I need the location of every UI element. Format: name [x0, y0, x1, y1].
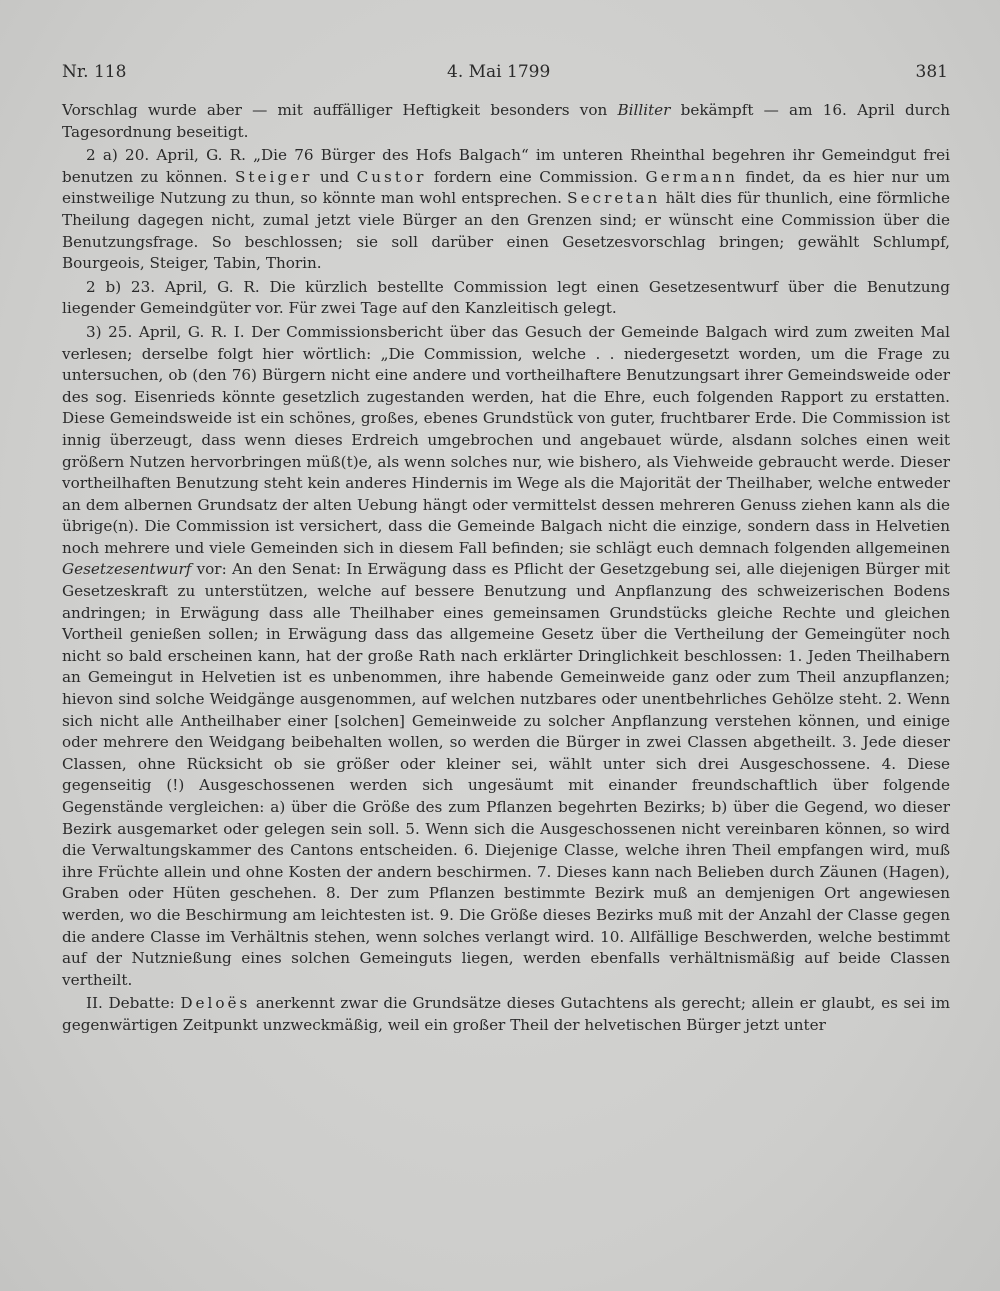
text-run: vor: An den Senat: In Erwägung dass es Pflicht der Gesetzgebung sei, alle diejenigen Bürger mit Gesetzeskraft zu unterstützen, welche auf bessere Benutzung und Anpflanzung des schweizerischen Bodens andringen; in Erwägung dass alle Theilhaber eines gemeinsamen Grundstücks gleiche Rechte und gleichen Vortheil genießen sollen; in Erwägung dass das allgemeine Gesetz über die Vertheilung der Gemeingüter noch nicht so bald erscheinen kann, hat der große Rath nach erklärter Dringlichkeit beschlossen: 1. Jeden Theilhabern an Gemeingut in Helvetien ist es unbenommen, ihre habende Gemeinweide ganz oder zum Theil anzupflanzen; hievon sind solche Weidgänge ausgenommen, auf welchen nutzbares oder unentbehrliches Gehölze steht. 2. Wenn sich nicht alle Antheilhaber einer [solchen] Gemeinweide zu solcher Anpflanzung verstehen können, und einige oder mehrere den Weidgang beibehalten wollen, so werden die Bürger in zwei Classen abgetheilt. 3. Jede dieser Classen, ohne Rücksicht ob sie größer oder kleiner sei, wählt unter sich drei Ausgeschossene. 4. Diese gegenseitig (!) Ausgeschossenen werden sich ungesäumt mit einander freundschaftlich über folgende Gegenstände vergleichen: a) über die Größe des zum Pflanzen begehrten Bezirks; b) über die Gegend, wo dieser Bezirk ausgemarket oder gelegen sein soll. 5. Wenn sich die Ausgeschossenen nicht vereinbaren können, so wird die Verwaltungskammer des Cantons entscheiden. 6. Diejenige Classe, welche ihren Theil empfangen wird, muß ihre Früchte allein und ohne Kosten der andern beschirmen. 7. Dieses kann nach Belieben durch Zäunen (Hagen), Graben oder Hüten geschehen. 8. Der zum Pflanzen bestimmte Bezirk muß an demjenigen Ort angewiesen werden, wo die Beschirmung am leichtesten ist. 9. Die Größe dieses Bezirks muß mit der Anzahl der Classe gegen die andere Classe im Verhältnis stehen, wenn solches verlangt wird. 10. Allfällige Beschwerden, welche bestimmt auf der Nutznießung eines solchen Gemeinguts liegen, werden ebenfalls verhältnismäßig auf beide Classen vertheilt.	[62, 560, 950, 989]
paragraph-2b: 2 b) 23. April, G. R. Die kürzlich bestellte Commission legt einen Gesetzesentwurf über die Benutzung liegender Gemeindgüter vor. Für zwei Tage auf den Kanzleitisch gelegt.	[62, 277, 950, 318]
text-run: fordern eine Commission.	[426, 167, 646, 186]
page-number: 381	[915, 62, 948, 82]
speaker-name: Secretan	[567, 189, 661, 208]
document-number: Nr. 118	[62, 62, 127, 82]
text-run: findet, da es hier nur um einstweilige Nutzung zu thun, so könnte man wohl entsprechen.	[62, 167, 950, 208]
text-run: hält dies für thunlich, eine förmliche Theilung dagegen nicht, zumal jetzt viele Bürger an den Grenzen sind; er wünscht eine Commission über die Benutzungsfrage. So beschlossen; sie soll darüber einen Gesetzesvorschlag bringen; gewählt Schlumpf, Bourgeois, Steiger, Tabin, Thorin.	[62, 189, 950, 273]
text-run: und	[312, 167, 357, 186]
speaker-name: Steiger	[235, 167, 313, 186]
speaker-name: Deloës	[180, 994, 251, 1013]
text-run: II. Debatte:	[86, 994, 181, 1013]
speaker-name: Germann	[645, 167, 738, 186]
person-name: Billiter	[617, 101, 671, 119]
text-run: Vorschlag wurde aber — mit auffälliger Heftigkeit besonders von	[62, 101, 618, 119]
emphasized-term: Gesetzesentwurf	[62, 560, 192, 579]
document-body	[62, 100, 950, 1037]
paragraph-debate	[62, 993, 950, 1036]
page-header	[62, 62, 948, 88]
paragraph-continuation	[62, 100, 950, 143]
paragraph-2a	[62, 145, 950, 275]
paragraph-3	[62, 322, 950, 991]
text-run: bekämpft — am 16. April durch Tagesordnung beseitigt.	[62, 101, 951, 141]
speaker-name: Custor	[356, 167, 427, 186]
document-date: 4. Mai 1799	[447, 62, 551, 82]
text-run: 3) 25. April, G. R. I. Der Commissionsbericht über das Gesuch der Gemeinde Balgach wird zum zweiten Mal verlesen; derselbe folgt hier wörtlich: „Die Commission, welche . . niedergesetzt worden, um die Frage zu untersuchen, ob (den 76) Bürgern nicht eine andere und vortheilhaftere Benutzungsart ihrer Gemeindsweide oder des sog. Eisenrieds könnte gesetzlich zugestanden werden, hat die Ehre, euch folgenden Rapport zu erstatten. Diese Gemeindsweide ist ein schönes, großes, ebenes Grundstück von guter, fruchtbarer Erde. Die Commission ist innig überzeugt, dass wenn dieses Erdreich umgebrochen und angebauet würde, alsdann solches einen weit größern Nutzen hervorbringen müß(t)e, als wenn solches nur, wie bishero, als Viehweide gebraucht werde. Dieser vortheilhaften Benutzung steht kein anderes Hindernis im Wege als die Majorität der Theilhaber, welche entweder an dem albernen Grundsatz der alten Uebung hängt oder vermittelst dessen mehreren Genuss ziehen kann als die übrige(n). Die Commission ist versichert, dass die Gemeinde Balgach nicht die einzige, sondern dass in Helvetien noch mehrere und viele Gemeinden sich in diesem Fall befinden; sie schlägt euch demnach folgenden allgemeinen	[62, 322, 950, 557]
text-run: anerkennt zwar die Grundsätze dieses Gutachtens als gerecht; allein er glaubt, es sei im gegenwärtigen Zeitpunkt unzweckmäßig, weil ein großer Theil der helvetischen Bürger jetzt unter	[62, 994, 951, 1034]
text-run: 2 a) 20. April, G. R. „Die 76 Bürger des Hofs Balgach“ im unteren Rheinthal begehren ihr Gemeindgut frei benutzen zu können.	[62, 146, 950, 186]
